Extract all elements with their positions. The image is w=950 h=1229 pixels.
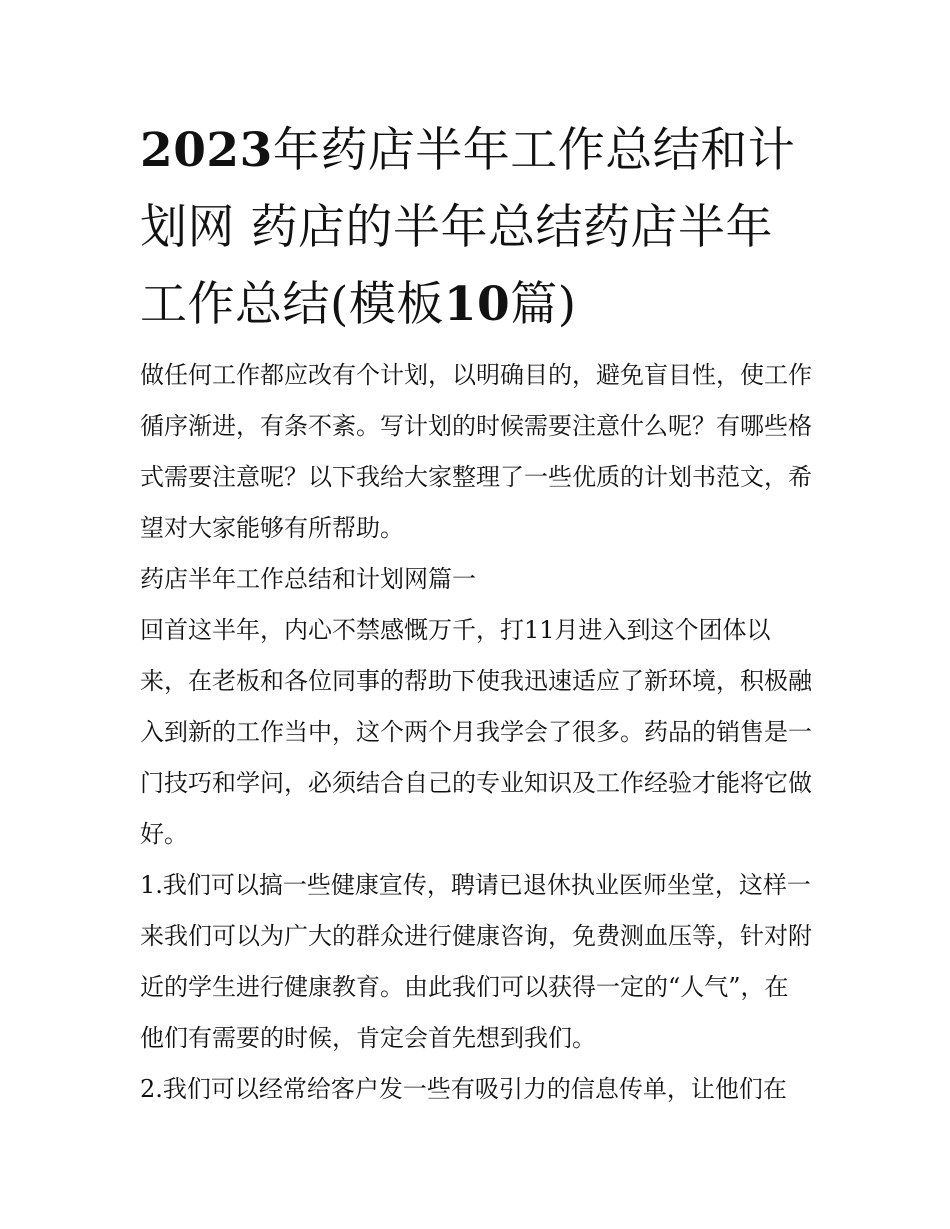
title-year: 2023	[140, 123, 273, 178]
document-content	[140, 112, 812, 1115]
list-item-1: 1.我们可以搞一些健康宣传，聘请已退休执业医师坐堂，这样一来我们可以为广大的群众进行健康咨询，免费测血压等，针对附近的学生进行健康教育。由此我们可以获得一定的“人气”，在他们有需要的时候，肯定会首先想到我们。	[140, 871, 812, 1052]
list-item-2: 2.我们可以经常给客户发一些有吸引力的信息传单，让他们在	[140, 1075, 787, 1103]
intro-paragraph: 做任何工作都应改有个计划，以明确目的，避免盲目性，使工作循序渐进，有条不紊。写计划的时候需要注意什么呢？有哪些格式需要注意呢？以下我给大家整理了一些优质的计划书范文，希望对大家能够有所帮助。	[140, 361, 812, 542]
title-line-1: 2023年药店半年工作总结和计	[140, 123, 796, 178]
title-count: 10	[443, 277, 511, 332]
document-title	[140, 112, 812, 343]
title-line-3: 工作总结(模板10篇)	[140, 277, 577, 332]
body-paragraph: 回首这半年，内心不禁感慨万千，打11月进入到这个团体以来，在老板和各位同事的帮助下使我迅速适应了新环境，积极融入到新的工作当中，这个两个月我学会了很多。药品的销售是一门技巧和学问，必须结合自己的专业知识及工作经验才能将它做好。	[140, 616, 812, 848]
title-line-2: 划网 药店的半年总结药店半年	[140, 200, 773, 255]
section-heading: 药店半年工作总结和计划网篇一	[140, 565, 476, 593]
